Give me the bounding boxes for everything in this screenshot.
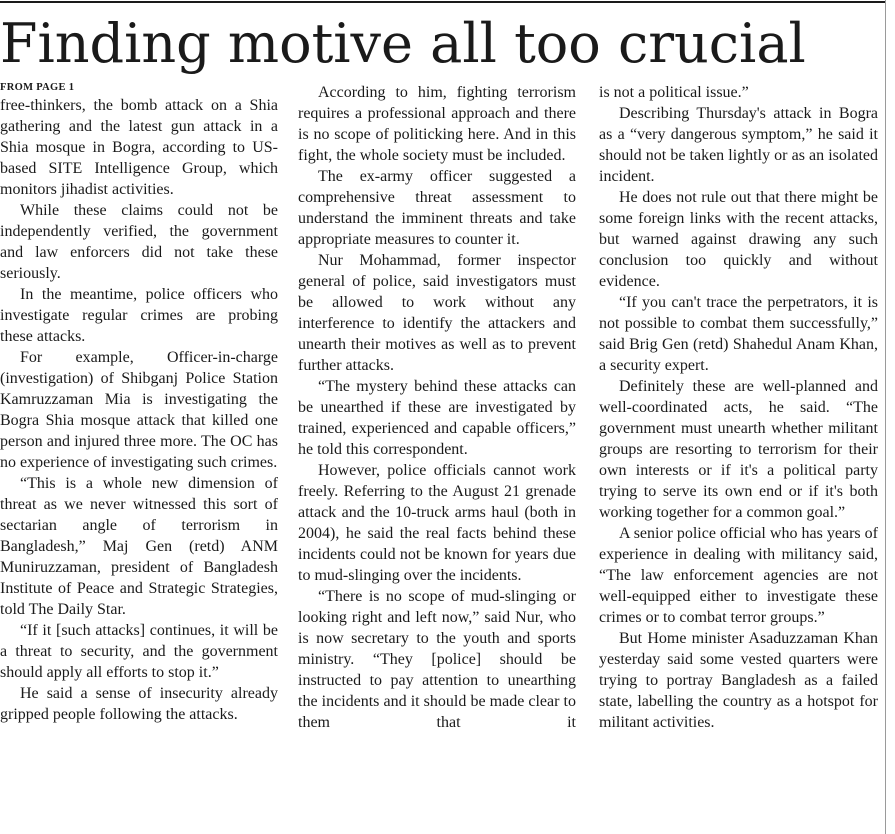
paragraph: “If it [such attacks] continues, it will be a threat to security, and the government should apply all efforts to stop it.”: [0, 622, 278, 681]
article-column-1: [0, 82, 278, 725]
paragraph: is not a political issue.”: [599, 84, 749, 101]
top-rule: [0, 1, 885, 3]
article-headline: Finding motive all too crucial: [0, 12, 806, 75]
paragraph: But Home minister Asaduzzaman Khan yesterday said some vested quarters were trying to portray Bangladesh as a failed state, labelling the country as a hotspot for militant activities.: [599, 630, 878, 731]
paragraph: The ex-army officer suggested a comprehensive threat assessment to understand the imminent threats and take appropriate measures to counter it.: [298, 168, 576, 248]
paragraph: He said a sense of insecurity already gripped people following the attacks.: [0, 685, 278, 723]
paragraph: He does not rule out that there might be some foreign links with the recent attacks, but warned against drawing any such conclusion too quickly and without evidence.: [599, 189, 878, 290]
paragraph: While these claims could not be independently verified, the government and law enforcers did not take these seriously.: [0, 202, 278, 282]
column-edge-rule: [885, 0, 886, 834]
paragraph: “This is a whole new dimension of threat as we never witnessed this sort of sectarian angle of terrorism in Bangladesh,” Maj Gen (retd) ANM Muniruzzaman, president of Bangladesh Institute of Peace and Strategic Strategies, told The Daily Star.: [0, 475, 278, 618]
paragraph: Nur Mohammad, former inspector general of police, said investigators must be allowed to work without any interference to identify the attackers and unearth their motives as well as to prevent further attacks.: [298, 252, 576, 374]
paragraph: In the meantime, police officers who investigate regular crimes are probing these attacks.: [0, 286, 278, 345]
paragraph: A senior police official who has years of experience in dealing with militancy said, “The law enforcement agencies are not well-equipped either to investigate these crimes or to combat terror groups.”: [599, 525, 878, 626]
article-column-3: [599, 82, 878, 733]
paragraph: “The mystery behind these attacks can be unearthed if these are investigated by trained, experienced and capable officers,” he told this correspondent.: [298, 378, 576, 458]
continuation-kicker: FROM PAGE 1: [0, 82, 75, 93]
paragraph: free-thinkers, the bomb attack on a Shia gathering and the latest gun attack in a Shia mosque in Bogra, according to US-based SITE Intelligence Group, which monitors jihadist activities.: [0, 97, 278, 198]
paragraph: “There is no scope of mud-slinging or looking right and left now,” said Nur, who is now secretary to the youth and sports ministry. “They [police] should be instructed to pay attention to unearthing the incidents and it should be made clear to them that it: [298, 588, 576, 731]
paragraph: For example, Officer-in-charge (investigation) of Shibganj Police Station Kamruzzaman Mia is investigating the Bogra Shia mosque attack that killed one person and injured three more. The OC has no experience of investigating such crimes.: [0, 349, 278, 471]
paragraph: “If you can't trace the perpetrators, it is not possible to combat them successfully,” said Brig Gen (retd) Shahedul Anam Khan, a security expert.: [599, 294, 878, 374]
paragraph: Describing Thursday's attack in Bogra as a “very dangerous symptom,” he said it should not be taken lightly or as an isolated incident.: [599, 105, 878, 185]
article-column-2: [298, 82, 576, 733]
paragraph: According to him, fighting terrorism requires a professional approach and there is no scope of politicking here. And in this fight, the whole society must be included.: [298, 84, 576, 164]
paragraph: However, police officials cannot work freely. Referring to the August 21 grenade attack and the 10-truck arms haul (both in 2004), he said the real facts behind these incidents could not be known for years due to mud-slinging over the incidents.: [298, 462, 576, 584]
paragraph: Definitely these are well-planned and well-coordinated acts, he said. “The government must unearth whether militant groups are resorting to terrorism for their own interests or if it's a political party trying to serve its own end or if it's both working together for a common goal.”: [599, 378, 878, 521]
